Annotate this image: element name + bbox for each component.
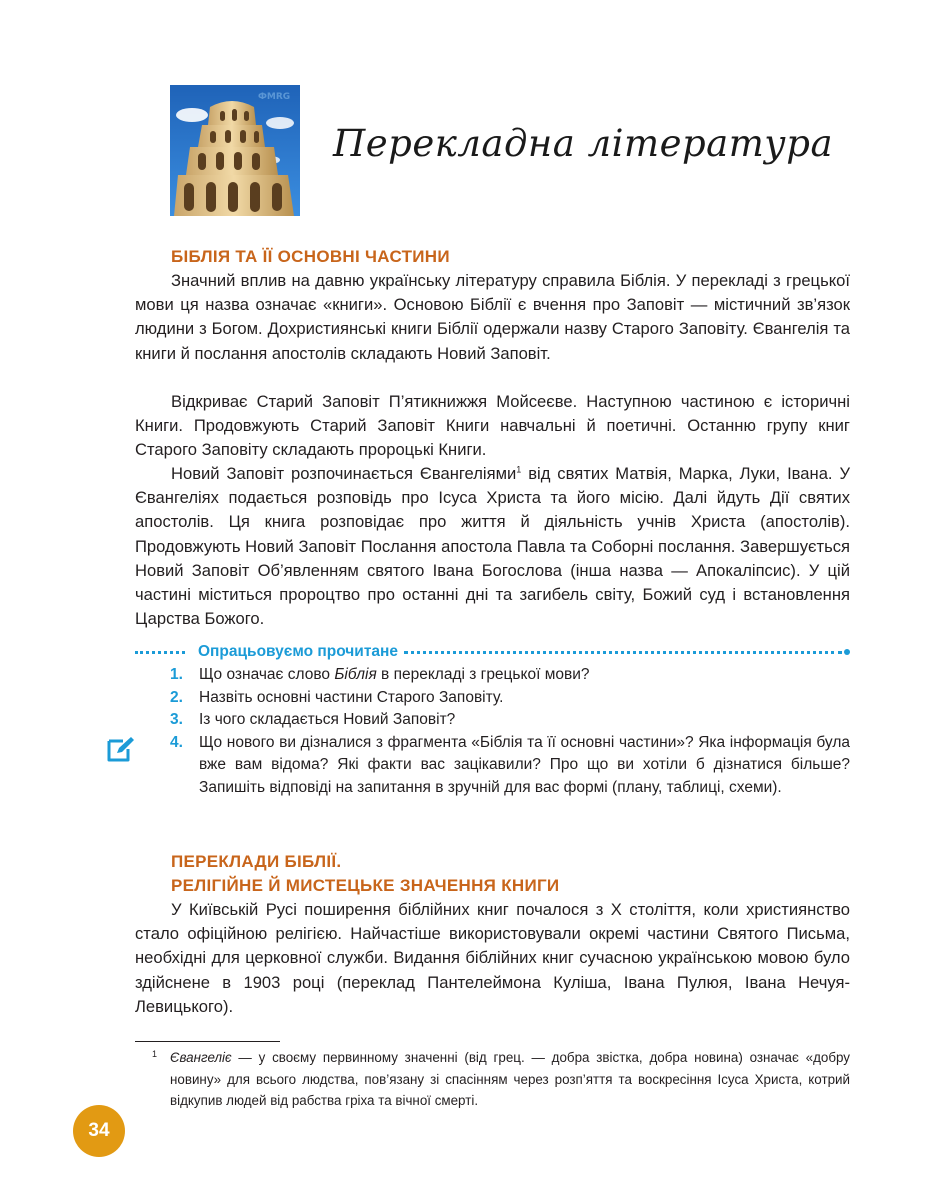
chapter-title: Перекладна література	[333, 122, 834, 165]
section1-paragraph-1: Значний вплив на давню українську літературу справила Біблія. У перекладі з грецької мови ця назва означає «книги». Основою Біблії є вчення про Заповіт — містичний зв’язок людини з Богом. Дохристиянські книги Біблії одержали назву Старого Заповіту. Євангелія та книги й послання апостолів складають Новий Заповіт.	[135, 271, 850, 363]
question-text: Із чого складається Новий Заповіт?	[199, 711, 456, 728]
question-number: 2.	[170, 688, 183, 706]
paragraph-text: від святих Матвія, Марка, Луки, Івана. У Євангеліях подається розповідь про Ісуса Христа та його місію. Далі йдуть Дії святих апостолів. Ця книга розповідає про життя й діяльність учнів Христа (апостолів). Продовжують Новий Заповіт Послання апостола Павла та Соборні послання. Завершується Новий Заповіт Об’явленням святого Івана Богослова (інша назва — Апокаліпсис). У цій частині міститься пророцтво про останні дні та загибель світу, Божий суд і встановлення Царства Божого.	[135, 464, 850, 629]
footnote-text: — у своєму первинному значенні (від грец. — добра звістка, добра новина) означає «добру новину» для всього людства, пов’язану зі спасінням через розп’яття та воскресіння Ісуса Христа, котрий відкупив людей від рабства гріха та вічної смерті.	[170, 1050, 850, 1108]
dotted-divider	[404, 651, 842, 654]
section1-paragraph-2: Відкриває Старий Заповіт П’ятикнижжя Мойсеєве. Наступною частиною є історичні Книги. Продовжують Старий Заповіт Книги навчальні й поетичні. Останню групу книг Старого Заповіту складають пророцькі Книги.	[135, 392, 850, 460]
footnote	[152, 1047, 850, 1112]
questions-list	[170, 664, 850, 799]
question-number: 4.	[170, 733, 183, 751]
divider-end-dot	[844, 649, 850, 655]
footnote-term: Євангеліє	[170, 1050, 232, 1065]
pencil-write-icon	[106, 735, 136, 763]
footnote-divider	[135, 1041, 280, 1042]
page-number: 34	[73, 1105, 125, 1157]
questions-header	[135, 642, 850, 662]
question-item	[170, 687, 850, 710]
question-item	[170, 732, 850, 800]
dotted-divider	[135, 651, 185, 654]
section-heading-bible-parts: БІБЛІЯ ТА ЇЇ ОСНОВНІ ЧАСТИНИ	[171, 247, 450, 266]
question-text: Назвіть основні частини Старого Заповіту.	[199, 688, 504, 706]
question-text: Що нового ви дізналися з фрагмента «Біблія та її основні частини»? Яка інформація була вже вам відома? Які факти вас зацікавили? Про що ви хотіли б дізнатися більше? Запишіть відповіді на запитання в зручній для вас формі (плану, таблиці, схеми).	[199, 733, 850, 796]
footnote-mark: 1	[152, 1049, 158, 1059]
question-item	[170, 664, 850, 687]
section1-paragraph-3	[135, 462, 850, 631]
svg-text:ФMRG: ФMRG	[258, 92, 291, 102]
questions-title: Опрацьовуємо прочитане	[198, 643, 399, 660]
question-number: 1.	[170, 666, 183, 683]
section2-paragraph-1: У Київській Русі поширення біблійних книг почалося з Х століття, коли християнство стало офіційною релігією. Найчастіше використовували окремі частини Святого Письма, необхідні для церковної служби. Видання біблійних книг сучасною українською мовою було здійснене в 1903 році (переклад Пантелеймона Куліша, Івана Пулюя, Івана Нечуя-Левицького).	[135, 900, 850, 1016]
footnote-reference: 1	[516, 464, 522, 475]
question-text: в перекладі з грецької мови?	[376, 666, 590, 683]
section-heading-bible-translations: ПЕРЕКЛАДИ БІБЛІЇ.	[171, 852, 342, 871]
section-heading-bible-significance: РЕЛІГІЙНЕ Й МИСТЕЦЬКЕ ЗНАЧЕННЯ КНИГИ	[171, 876, 560, 895]
question-item	[170, 709, 850, 732]
question-text: Що означає слово	[199, 666, 335, 683]
tower-of-babel-illustration	[170, 85, 300, 216]
question-emphasis: Біблія	[334, 666, 377, 683]
paragraph-text: Новий Заповіт розпочинається Євангеліями	[171, 464, 517, 483]
question-number: 3.	[170, 711, 183, 728]
